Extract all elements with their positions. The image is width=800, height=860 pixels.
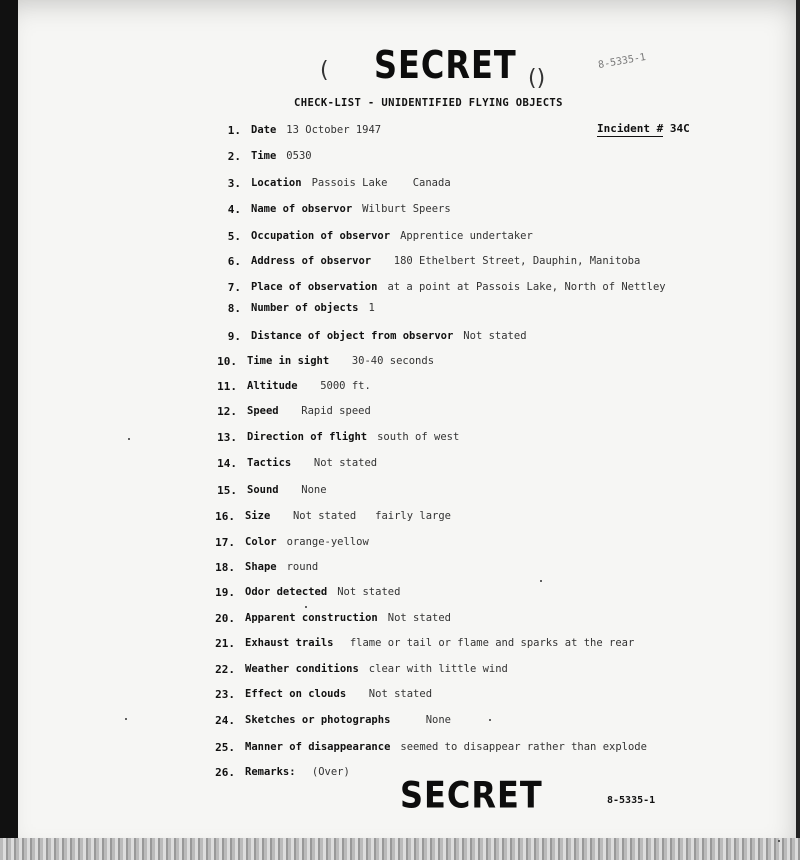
scan-speck xyxy=(128,438,130,440)
item-number: 3. xyxy=(227,177,241,190)
item-label: Manner of disappearance xyxy=(245,741,391,753)
checklist-item xyxy=(215,536,369,549)
scan-speck xyxy=(489,719,491,721)
item-value: Not stated xyxy=(387,612,451,624)
checklist-item xyxy=(215,688,433,701)
item-label: Exhaust trails xyxy=(245,637,334,649)
item-label: Place of observation xyxy=(251,281,378,293)
item-label: Color xyxy=(245,536,277,548)
checklist-item xyxy=(215,510,451,523)
item-number: 22. xyxy=(215,663,235,676)
item-label: Weather conditions xyxy=(245,663,359,675)
item-label: Altitude xyxy=(247,380,298,392)
checklist-item xyxy=(217,484,327,497)
checklist-item xyxy=(215,741,647,754)
item-number: 25. xyxy=(215,741,235,754)
item-number: 20. xyxy=(215,612,235,625)
item-label: Odor detected xyxy=(245,586,328,598)
item-value: 1 xyxy=(368,302,375,314)
item-number: 5. xyxy=(227,230,241,243)
item-number: 15. xyxy=(217,484,237,497)
item-value: Not stated xyxy=(337,586,401,598)
item-value: orange-yellow xyxy=(286,536,369,548)
item-label: Size xyxy=(245,510,271,522)
item-value: clear with little wind xyxy=(368,663,508,675)
item-label: Address of observor xyxy=(251,255,372,267)
item-label: Shape xyxy=(245,561,277,573)
item-value: round xyxy=(286,561,319,573)
checklist-item xyxy=(215,637,635,650)
stamp-bracket-right: () xyxy=(528,66,546,91)
secret-stamp-bottom: SECRET xyxy=(400,773,543,817)
item-number: 26. xyxy=(215,766,235,779)
checklist-item xyxy=(215,714,451,727)
item-label: Number of objects xyxy=(251,302,359,314)
item-label: Effect on clouds xyxy=(245,688,347,700)
item-value: Passois Lake Canada xyxy=(311,177,451,189)
checklist-item xyxy=(215,663,508,676)
incident-number xyxy=(597,122,690,135)
item-value: at a point at Passois Lake, North of Nettley xyxy=(387,281,666,293)
item-value: 180 Ethelbert Street, Dauphin, Manitoba xyxy=(381,255,641,267)
item-label: Time in sight xyxy=(247,355,330,367)
item-number: 7. xyxy=(227,281,241,294)
item-value: None xyxy=(400,714,451,726)
item-number: 23. xyxy=(215,688,235,701)
item-label: Remarks: xyxy=(245,766,296,778)
item-value: 30-40 seconds xyxy=(339,355,435,367)
item-value: flame or tail or flame and sparks at the rear xyxy=(343,637,635,649)
item-label: Occupation of observor xyxy=(251,230,391,242)
item-number: 1. xyxy=(227,124,241,137)
item-number: 24. xyxy=(215,714,235,727)
item-value: Apprentice undertaker xyxy=(400,230,533,242)
item-number: 2. xyxy=(227,150,241,163)
checklist-item xyxy=(227,255,641,268)
item-number: 17. xyxy=(215,536,235,549)
item-value: 5000 ft. xyxy=(307,380,371,392)
checklist-item xyxy=(215,766,350,779)
secret-stamp-top: SECRET xyxy=(374,42,517,88)
item-value: south of west xyxy=(377,431,460,443)
corner-mark: 8-5335-1 xyxy=(597,51,647,72)
item-number: 16. xyxy=(215,510,235,523)
document-title: CHECK-LIST - UNIDENTIFIED FLYING OBJECTS xyxy=(294,97,563,109)
checklist-item xyxy=(217,355,435,368)
item-value: None xyxy=(288,484,327,496)
scan-speck xyxy=(540,580,542,582)
item-number: 10. xyxy=(217,355,237,368)
item-value: Not stated xyxy=(463,330,527,342)
document-code: 8-5335-1 xyxy=(607,795,656,806)
checklist-item xyxy=(217,380,371,393)
scan-speck xyxy=(125,718,127,720)
checklist-item xyxy=(227,230,533,243)
item-label: Sound xyxy=(247,484,279,496)
item-number: 4. xyxy=(227,203,241,216)
item-value: Wilburt Speers xyxy=(362,203,451,215)
item-value: Rapid speed xyxy=(288,405,371,417)
item-label: Speed xyxy=(247,405,279,417)
item-label: Direction of flight xyxy=(247,431,368,443)
checklist-item xyxy=(215,586,401,599)
checklist-item xyxy=(227,177,451,190)
incident-label: Incident # xyxy=(597,122,664,135)
checklist-item xyxy=(215,561,319,574)
checklist-item xyxy=(217,431,460,444)
item-number: 8. xyxy=(227,302,241,315)
stamp-bracket-left: ( xyxy=(320,58,329,83)
checklist-item xyxy=(227,281,666,294)
item-number: 19. xyxy=(215,586,235,599)
item-number: 21. xyxy=(215,637,235,650)
item-label: Distance of object from observor xyxy=(251,330,454,342)
scan-edge-right xyxy=(796,0,800,860)
item-value: Not stated xyxy=(301,457,378,469)
item-number: 11. xyxy=(217,380,237,393)
item-number: 14. xyxy=(217,457,237,470)
checklist-item xyxy=(227,150,312,163)
checklist-item xyxy=(215,612,451,625)
item-value: Not stated fairly large xyxy=(280,510,451,522)
item-value: Not stated xyxy=(356,688,433,700)
item-number: 6. xyxy=(227,255,241,268)
checklist-item xyxy=(217,457,378,470)
item-label: Time xyxy=(251,150,277,162)
item-value: 0530 xyxy=(286,150,312,162)
scan-edge-bottom xyxy=(0,838,800,860)
item-number: 9. xyxy=(227,330,241,343)
checklist-item xyxy=(227,203,451,216)
scan-speck xyxy=(305,606,307,608)
item-label: Location xyxy=(251,177,302,189)
item-value: (Over) xyxy=(305,766,350,778)
item-number: 13. xyxy=(217,431,237,444)
item-number: 18. xyxy=(215,561,235,574)
item-number: 12. xyxy=(217,405,237,418)
item-label: Name of observor xyxy=(251,203,353,215)
item-value: seemed to disappear rather than explode xyxy=(400,741,647,753)
item-label: Apparent construction xyxy=(245,612,378,624)
item-label: Tactics xyxy=(247,457,292,469)
scan-speck xyxy=(778,840,780,842)
incident-value: 34C xyxy=(669,122,690,135)
checklist-item xyxy=(227,330,527,343)
checklist-item xyxy=(217,405,371,418)
item-label: Sketches or photographs xyxy=(245,714,391,726)
checklist-item xyxy=(227,124,382,137)
item-value: 13 October 1947 xyxy=(286,124,382,136)
item-label: Date xyxy=(251,124,277,136)
checklist-item xyxy=(227,302,375,315)
scan-edge-left xyxy=(0,0,18,860)
